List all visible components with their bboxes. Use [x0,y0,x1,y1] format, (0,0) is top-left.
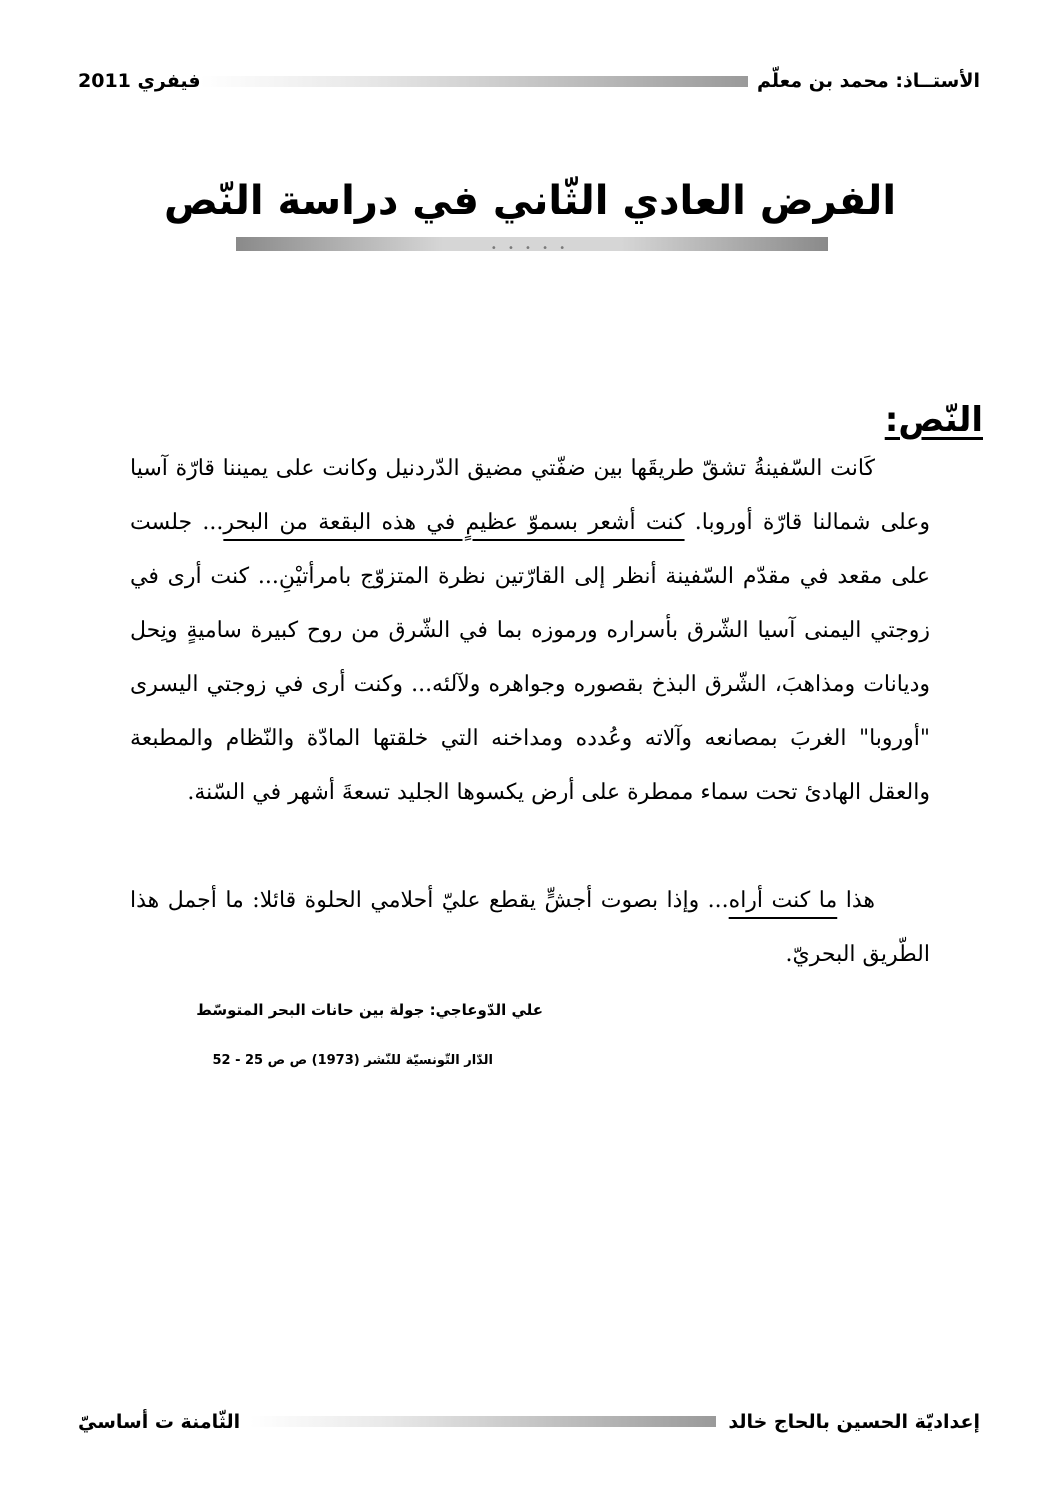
paragraph-1-part-2: ... جلست على مقعد في مقدّم السّفينة أنظر إلى القارّتين نظرة المتزوّج بامرأتيْنِ... كنت أرى في زوجتي اليمنى آسيا الشّرق بأسراره ورموزه بما في الشّرق من روح كبيرة ساميةٍ ونِحل وديانات ومذاهبَ، الشّرق البذخ بقصوره وجواهره ولآلئه... وكنت أرى في زوجتي اليسرى "أوروبا" الغربَ بمصانعه وآلاته وعُدده ومداخنه التي خلقتها المادّة والنّظام والمطبعة والعقل الهادئ تحت سماء ممطرة على أرض يكسوها الجليد تسعةَ أشهر في السّنة. [130,510,930,805]
section-label: النّص: [884,400,983,440]
header-divider-bar [200,76,748,87]
footer-class: الثّامنة ت أساسيّ [78,1411,241,1433]
text-paragraph-2 [130,874,930,982]
page-title: الفرض العادي الثّاني في دراسة النّص [163,178,897,224]
footer-school: إعداديّة الحسين بالحاج خالد [728,1411,980,1433]
title-dots-ornament: • • • • • [490,243,570,254]
footer-divider-bar [250,1416,716,1427]
text-paragraph-1 [130,442,930,820]
paragraph-1-part-1: كَانت السّفينةُ تشقّ طريقَها بين ضفّتي مضيق الدّردنيل وكانت على يميننا قارّة آسيا وعلى شمالنا قارّة أوروبا. [130,456,931,535]
header-date: فيفري 2011 [78,70,201,92]
paragraph-2-part-1: هذا [837,888,875,913]
source-author-book: علي الدّوعاجي: جولة بين حانات البحر المتوسّط [196,1001,543,1019]
paragraph-2-part-2: ... وإذا بصوت أجشٍّ يقطع عليّ أحلامي الحلوة قائلا: ما أجمل هذا الطّريق البحريّ. [130,888,930,967]
paragraph-2-underlined: ما كنت أراه [728,888,838,913]
header-teacher: الأستــاذ: محمد بن معلّم [757,70,980,92]
paragraph-1-underlined: كنت أشعر بسموّ عظيمٍ في هذه البقعة من البحر [223,510,685,535]
source-publisher: الدّار التّونسيّة للنّشر (1973) ص ص 25 - 52 [212,1053,493,1068]
